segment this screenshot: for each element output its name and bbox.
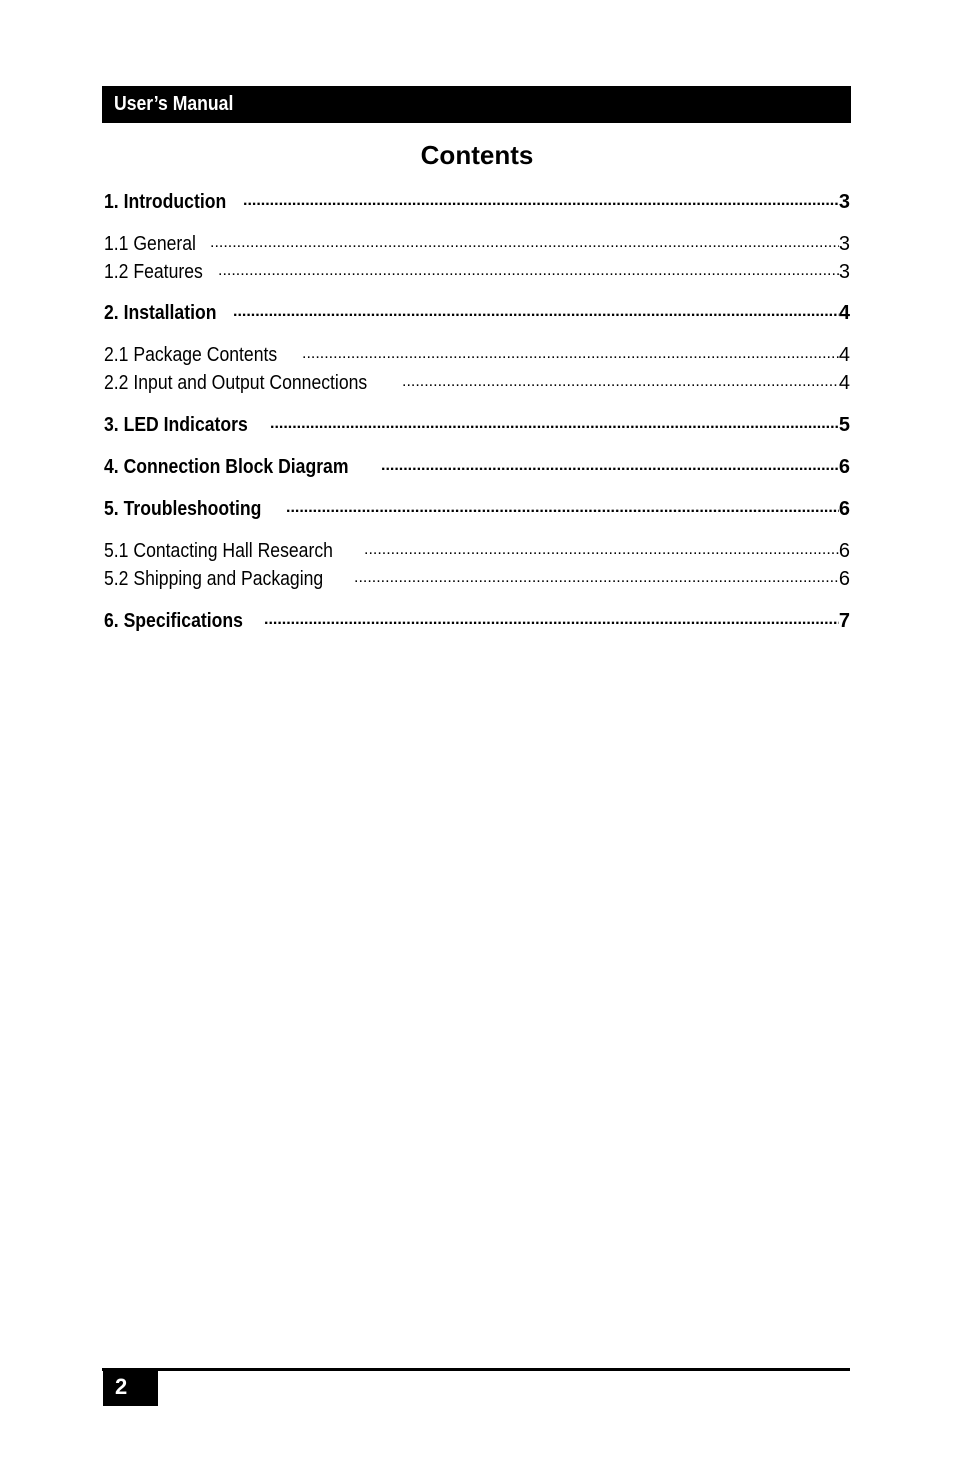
toc-entry-label: 1.1 General: [104, 233, 196, 255]
toc-leader: [231, 302, 839, 325]
footer-rule: [102, 1368, 850, 1371]
toc-entry-led-indicators[interactable]: [104, 409, 850, 437]
toc-entry-troubleshooting[interactable]: [104, 493, 850, 521]
toc-entry-page: 6: [838, 456, 850, 478]
toc-entry-page: 7: [838, 610, 850, 632]
toc-entry-page: 6: [838, 498, 850, 520]
toc-entry-page: 6: [838, 540, 850, 562]
toc-leader: [284, 498, 839, 521]
toc-entry-shipping-packaging[interactable]: [104, 563, 850, 591]
toc-leader: [262, 610, 839, 633]
toc-entry-page: 3: [838, 233, 850, 255]
toc-leader: [400, 372, 839, 395]
toc-leader: [216, 261, 839, 284]
toc-entry-label: 1.2 Features: [104, 261, 203, 283]
toc-leader: [268, 414, 839, 437]
toc-entry-label: 2. Installation: [104, 302, 217, 324]
toc-entry-page: 6: [838, 568, 850, 590]
toc-entry-page: 4: [838, 302, 850, 324]
page-number: 2: [115, 1374, 128, 1399]
manual-title: User’s Manual: [114, 93, 234, 115]
toc-entry-label: 4. Connection Block Diagram: [104, 456, 349, 478]
toc-entry-package-contents[interactable]: [104, 339, 850, 367]
toc-entry-features[interactable]: [104, 256, 850, 284]
toc-leader: [362, 540, 839, 563]
toc-entry-label: 6. Specifications: [104, 610, 243, 632]
toc-entry-specifications[interactable]: [104, 605, 850, 633]
toc-entry-label: 3. LED Indicators: [104, 414, 248, 436]
toc-leader: [379, 456, 839, 479]
toc-entry-general[interactable]: [104, 228, 850, 256]
toc-leader: [241, 191, 839, 214]
toc-entry-page: 3: [838, 261, 850, 283]
toc-leader: [300, 344, 839, 367]
toc-entry-label: 2.1 Package Contents: [104, 344, 278, 366]
toc-entry-introduction[interactable]: [104, 186, 850, 214]
toc-leader: [208, 233, 839, 256]
toc-entry-connection-block-diagram[interactable]: [104, 451, 850, 479]
toc-entry-label: 1. Introduction: [104, 191, 227, 213]
toc-entry-contacting-hall-research[interactable]: [104, 535, 850, 563]
toc-entry-page: 5: [838, 414, 850, 436]
toc-entry-installation[interactable]: [104, 297, 850, 325]
toc-entry-page: 4: [838, 344, 850, 366]
toc-entry-input-output-connections[interactable]: [104, 367, 850, 395]
toc-entry-page: 3: [838, 191, 850, 213]
running-header: [102, 86, 851, 123]
page-number-tab: [103, 1368, 158, 1406]
toc-entry-label: 2.2 Input and Output Connections: [104, 372, 368, 394]
toc-entry-label: 5. Troubleshooting: [104, 498, 262, 520]
page-title: Contents: [420, 140, 534, 170]
toc-leader: [352, 568, 839, 591]
toc-entry-label: 5.1 Contacting Hall Research: [104, 540, 333, 562]
toc-entry-label: 5.2 Shipping and Packaging: [104, 568, 324, 590]
toc-entry-page: 4: [838, 372, 850, 394]
